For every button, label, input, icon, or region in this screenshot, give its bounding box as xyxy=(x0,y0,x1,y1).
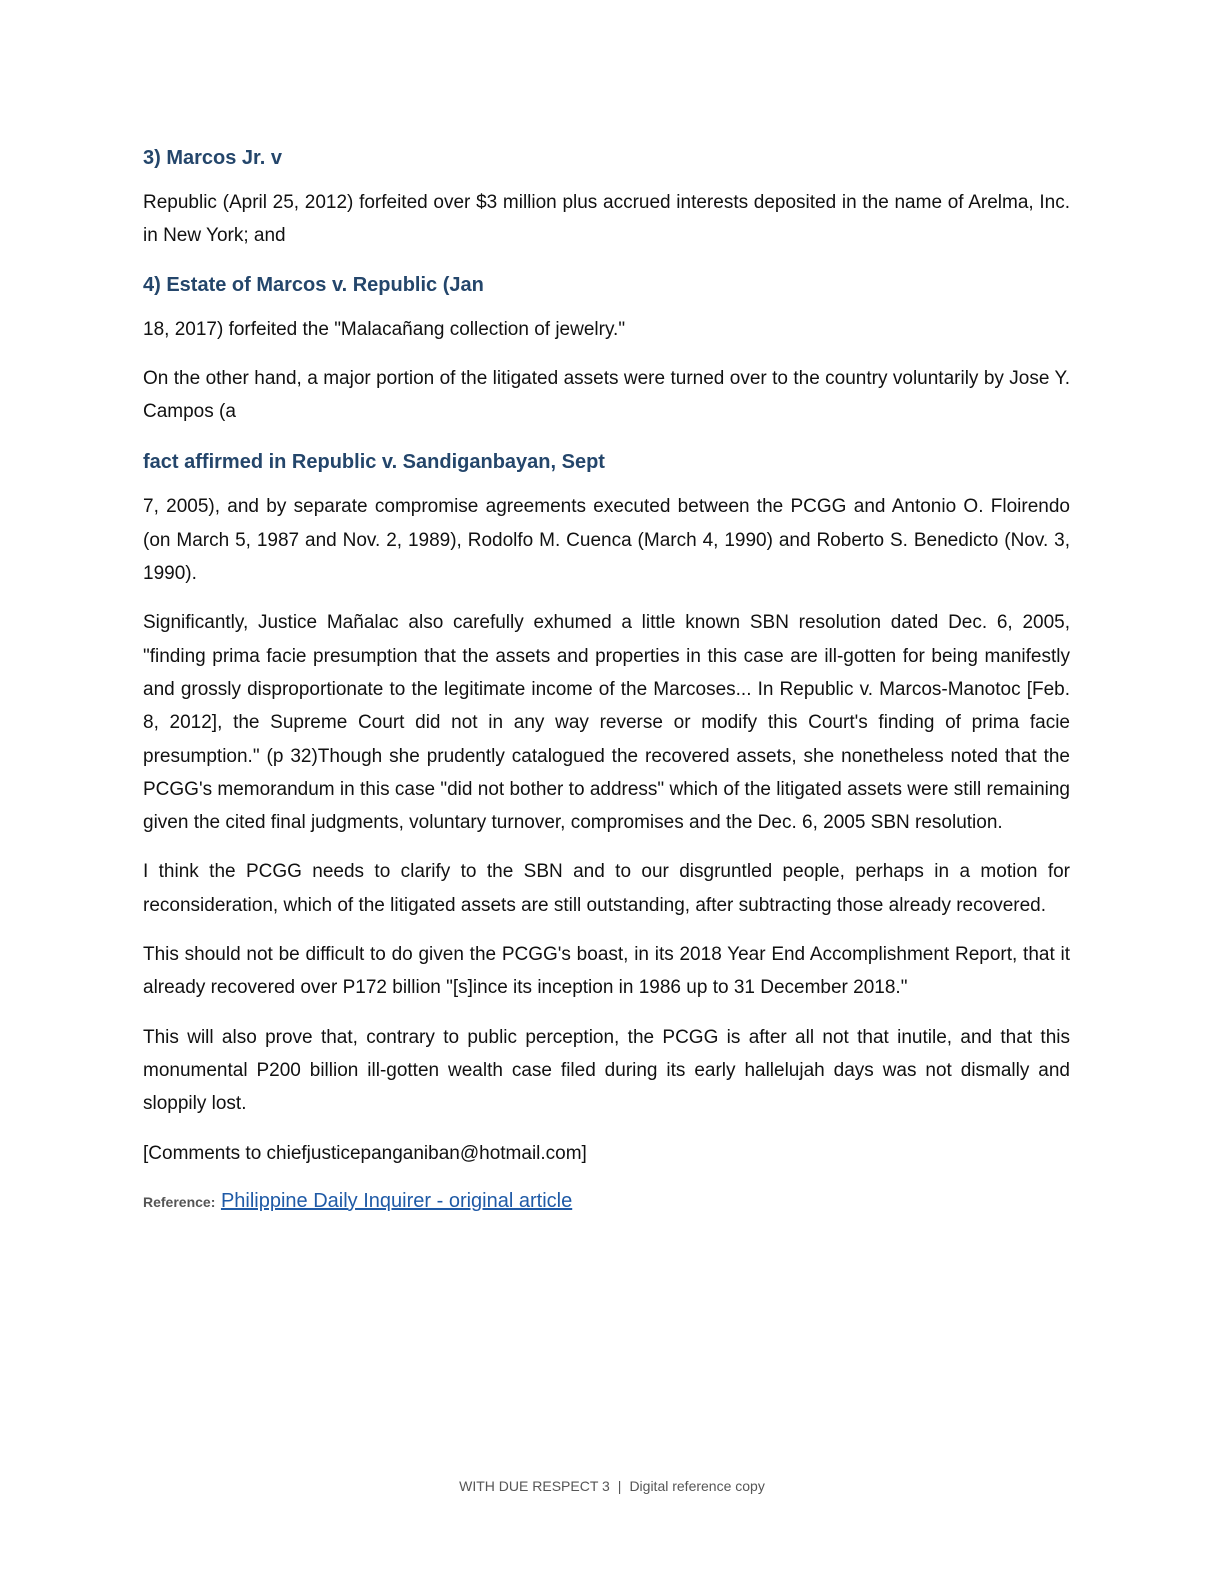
paragraph-jewelry: 18, 2017) forfeited the "Malacañang collection of jewelry." xyxy=(143,318,626,340)
paragraph-campos: On the other hand, a major portion of the litigated assets were turned over to the country voluntarily by Jose Y. Campos (a xyxy=(143,367,1070,423)
paragraph-public-perception: This will also prove that, contrary to public perception, the PCGG is after all not that inutile, and that this monumental P200 billion ill-gotten wealth case filed during its early hallelujah days was not dismally and sloppily lost. xyxy=(143,1026,1070,1115)
footer-copy-note: Digital reference copy xyxy=(629,1478,765,1494)
paragraph-comments-email: [Comments to chiefjusticepanganiban@hotmail.com] xyxy=(143,1142,587,1164)
paragraph-compromise-agreements: 7, 2005), and by separate compromise agreements executed between the PCGG and Antonio O. Floirendo (on March 5, 1987 and Nov. 2, 1989), Rodolfo M. Cuenca (March 4, 1990) and Roberto S. Benedicto (Nov. 3, 1990). xyxy=(143,496,1070,585)
section-heading-sandiganbayan: fact affirmed in Republic v. Sandiganbayan, Sept xyxy=(143,451,605,474)
reference-line xyxy=(143,1186,1070,1217)
section-heading-estate-of-marcos: 4) Estate of Marcos v. Republic (Jan xyxy=(143,273,484,296)
paragraph-pcgg-clarify: I think the PCGG needs to clarify to the SBN and to our disgruntled people, perhaps in a motion for reconsideration, which of the litigated assets are still outstanding, after subtracting those already recovered. xyxy=(143,861,1070,916)
reference-label: Reference: xyxy=(143,1193,216,1210)
section-heading-marcos-jr: 3) Marcos Jr. v xyxy=(143,147,282,169)
reference-link[interactable]: Philippine Daily Inquirer - original article xyxy=(220,1189,573,1212)
paragraph-manalac-resolution: Significantly, Justice Mañalac also carefully exhumed a little known SBN resolution dated Dec. 6, 2005, "finding prima facie presumption that the assets and properties in this case are ill-gotten for being manifestly and grossly disproportionate to the legitimate income of the Marcoses... In Republic v. Marcos-Manotoc [Feb. 8, 2012], the Supreme Court did not in any way reverse or modify this Court's finding of prima facie presumption." (p 32)Though she prudently catalogued the recovered assets, she nonetheless noted that the PCGG's memorandum in this case "did not bother to address" which of the litigated assets were still remaining given the cited final judgments, voluntary turnover, compromises and the Dec. 6, 2005 SBN resolution. xyxy=(143,612,1070,834)
page-footer xyxy=(0,1478,1224,1494)
footer-running-title: WITH DUE RESPECT 3 xyxy=(459,1478,610,1494)
document-body xyxy=(143,136,1070,1217)
paragraph-arelma: Republic (April 25, 2012) forfeited over $3 million plus accrued interests deposited in the name of Arelma, Inc. in New York; and xyxy=(143,192,1070,247)
footer-separator: | xyxy=(617,1478,622,1494)
paragraph-accomplishment-report: This should not be difficult to do given the PCGG's boast, in its 2018 Year End Accomplishment Report, that it already recovered over P172 billion "[s]ince its inception in 1986 up to 31 December 2018." xyxy=(143,944,1070,999)
